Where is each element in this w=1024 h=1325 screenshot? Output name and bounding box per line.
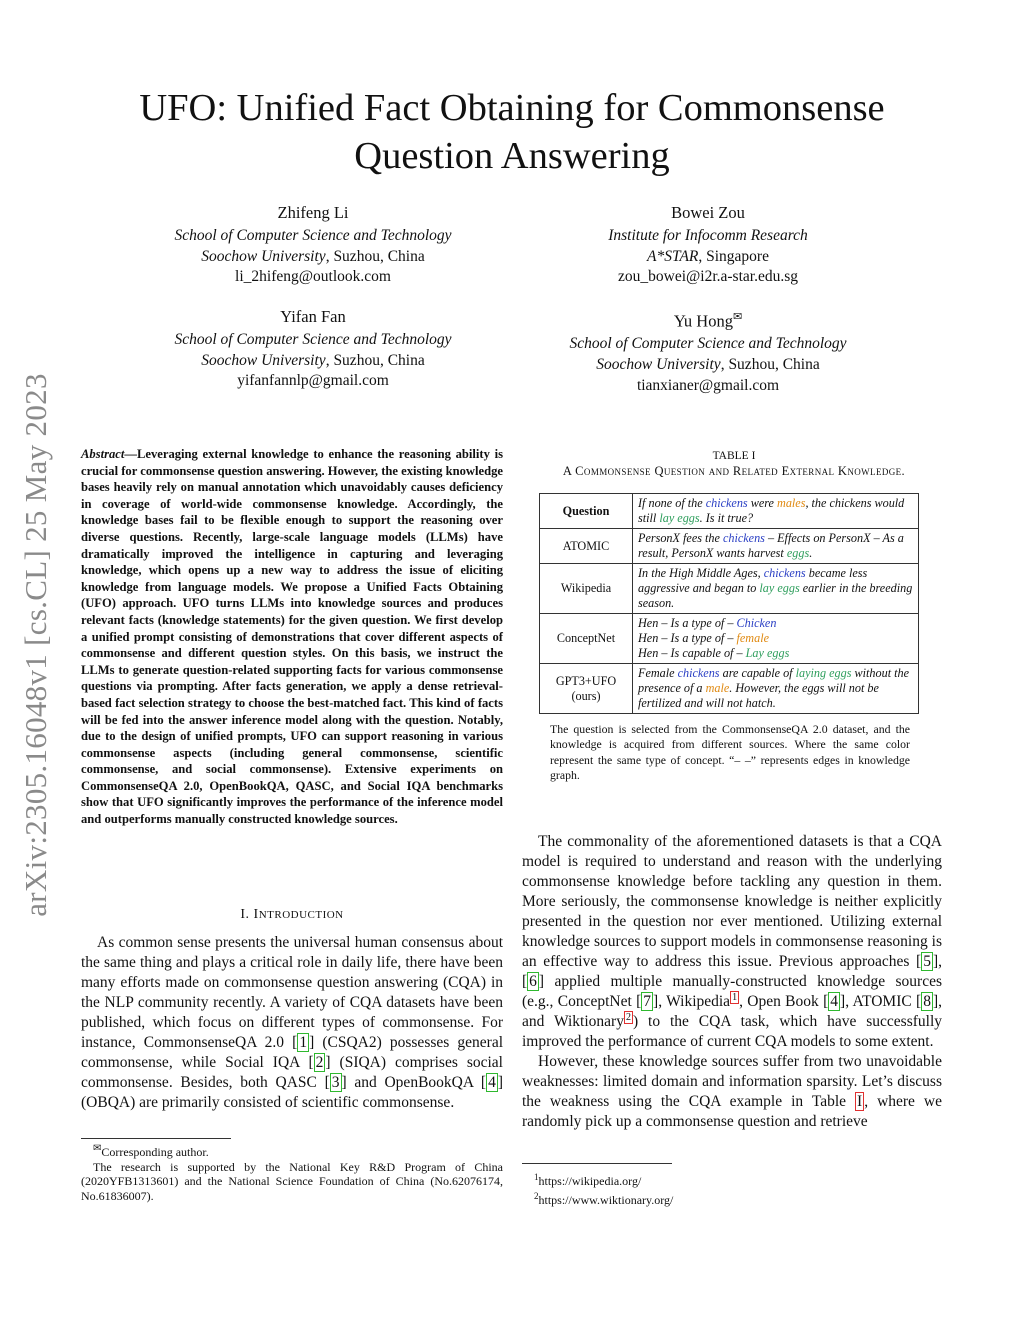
left-footnotes <box>81 1142 503 1203</box>
table-row <box>540 614 919 664</box>
envelope-icon: ✉ <box>732 311 743 323</box>
citation-link[interactable]: 4 <box>488 1074 496 1091</box>
footnote-rule <box>81 1138 231 1139</box>
table-label: TABLE I <box>712 450 756 462</box>
footnote-url[interactable]: https://wikipedia.org/ <box>538 1174 642 1188</box>
citation-link[interactable]: 8 <box>923 993 931 1010</box>
knowledge-cell: Hen – Is a type of – Chicken Hen – Is a type of – female Hen – Is capable of – Lay eggs <box>633 614 919 664</box>
footnote: $^2$https://www.wiktionary.org/ <box>534 1190 674 1207</box>
table-row <box>540 529 919 564</box>
author-block-3 <box>103 307 523 392</box>
author-email[interactable]: li_2hifeng@outlook.com <box>235 268 391 286</box>
paragraph: The commonality of the aforementioned datasets is that a CQA model is required to understand and reason with the underlying commonsense knowledge before tackling any question in them. More seriously, the commonsense knowledge is neither explicitly presented in the question nor ever mentioned. Utilizing external knowledge sources to support models in commonsense reasoning is an effective way to address this issue. Previous approaches [ 5 ], [ 6 ] applied multiple manually-constructed knowledge sources (e.g., ConceptNet [ 7 ], Wikipedia $^1$ , Open Book [ 4 ], ATOMIC [ 8 ], and Wiktionary $^2$ ) to the CQA task, which have successfully improved the performance of current CQA models to some extent. <box>522 833 942 1050</box>
paragraph: However, these knowledge sources suffer from two unavoidable weaknesses: limited domain and information sparsity. Let’s discuss the weakness using the CQA example in Table I , where we randomly pick up a commonsense question and retrieve <box>522 1053 942 1130</box>
table-link[interactable]: I <box>857 1093 863 1110</box>
author-institution: Soochow University, Suzhou, China <box>596 356 820 374</box>
source-label: Wikipedia <box>540 564 633 614</box>
author-block-1 <box>103 203 523 288</box>
arxiv-sidebar <box>6 345 66 945</box>
table-title: A Commonsense Question and Related External Knowledge. <box>562 464 906 478</box>
abstract-label: Abstract <box>81 447 125 461</box>
paper-title: UFO: Unified Fact Obtaining for Commonsense Question Answering <box>139 87 885 177</box>
knowledge-cell: PersonX fees the chickens – Effects on PersonX – As a result, PersonX wants harvest eggs. <box>633 529 919 564</box>
author-name: Yifan Fan <box>280 307 346 326</box>
knowledge-cell: Female chickens are capable of laying eggs without the presence of a male. However, the eggs will not be fertilized and will not hatch. <box>633 664 919 714</box>
footnote-rule <box>522 1163 672 1164</box>
corresponding-footnote: ✉Corresponding author. <box>93 1143 209 1159</box>
right-column-text <box>522 832 942 1132</box>
author-block-2 <box>498 203 918 288</box>
citation-link[interactable]: 4 <box>830 993 839 1010</box>
author-affiliation: Institute for Infocomm Research <box>608 226 808 244</box>
author-affiliation: School of Computer Science and Technology <box>174 330 452 348</box>
table-caption <box>520 449 948 479</box>
section-heading-introduction: I. INTRODUCTION <box>240 907 344 922</box>
author-institution: Soochow University, Suzhou, China <box>201 351 425 369</box>
citation-link[interactable]: 2 <box>315 1054 324 1071</box>
table-note: The question is selected from the CommonsenseQA 2.0 dataset, and the knowledge is acquired from different sources. Where the same color represent the same type of concept. “– –” represents edges in knowledge graph. <box>550 722 910 782</box>
citation-link[interactable]: 1 <box>299 1034 308 1051</box>
question-cell: If none of the chickens were males, the chickens would still lay eggs. Is it true? <box>633 494 919 529</box>
author-institution: Soochow University, Suzhou, China <box>201 247 425 265</box>
knowledge-cell: In the High Middle Ages, chickens became less aggressive and began to lay eggs earlier in the breeding season. <box>633 564 919 614</box>
abstract: Abstract—Leveraging external knowledge to enhance the reasoning ability is crucial for commonsense question answering. However, the existing knowledge bases heavily rely on manual annotation which unavoidably causes deficiency in coverage of world-wide commonsense knowledge. Accordingly, the knowledge bases fail to be flexible enough to support the reasoning over diverse questions. Recently, large-scale language models (LLMs) have dramatically improved the intelligence in capturing and leveraging knowledge, which opens up a new way to address the issue of eliciting knowledge from language models. We propose a Unified Facts Obtaining (UFO) approach. UFO turns LLMs into knowledge sources and produces relevant facts (knowledge statements) for the given question. We first develop a unified prompt consisting of demonstrations that cover different aspects of commonsense and different question styles. On this basis, we instruct the LLMs to generate question-related supporting facts for various commonsense questions via prompting. After facts generation, we apply a dense retrieval-based fact selection strategy to choose the best-matched fact. This kind of facts will be fed into the answer inference model along with the question. Notably, due to the design of unified prompts, UFO can support reasoning in various commonsense aspects (including general commonsense, scientific commonsense, and social commonsense). Extensive experiments on CommonsenseQA 2.0, OpenBookQA, QASC, and Social IQA benchmarks show that UFO significantly improves the performance of the inference model and outperforms manually constructed knowledge sources. <box>81 447 503 827</box>
abstract-text: Leveraging external knowledge to enhance the reasoning ability is crucial for commonsense question answering. However, the existing knowledge bases heavily rely on manual annotation which unavoidably causes deficiency in coverage of world-wide commonsense knowledge. Accordingly, the knowledge bases fail to be flexible enough to support the reasoning over diverse questions. Recently, large-scale language models (LLMs) have dramatically improved the intelligence in capturing and leveraging knowledge, which opens up a new way to address the issue of eliciting knowledge from language models. We propose a Unified Facts Obtaining (UFO) approach. UFO turns LLMs into knowledge sources and produces relevant facts (knowledge statements) for the given question. We first develop a unified prompt consisting of demonstrations that cover different aspects of commonsense and different question styles. On this basis, we instruct the LLMs to generate question-related supporting facts for various commonsense questions via prompting. After facts generation, we apply a dense retrieval-based fact selection strategy to choose the best-matched fact. This kind of facts will be fed into the answer inference model along with the question. Notably, due to the design of unified prompts, UFO can support reasoning in various commonsense aspects (including general commonsense, scientific commonsense, and social commonsense). Extensive experiments on CommonsenseQA 2.0, OpenBookQA, QASC, and Social IQA benchmarks show that UFO significantly improves the performance of the inference model and outperforms manually constructed knowledge sources. <box>81 447 503 827</box>
intro-paragraph: As common sense presents the universal human consensus about the same thing and plays a critical role in daily life, there have been many efforts made on commonsense question answering (CQA) in the NLP community recently. A variety of CQA datasets have been published, which focus on different types of commonsense. For instance, CommonsenseQA 2.0 [ 1 ] (CSQA2) possesses general commonsense, while Social IQA [ 2 ] (SIQA) comprises social commonsense. Besides, both QASC [ 3 ] and OpenBookQA [ 4 ] (OBQA) are primarily consisted of scientific commonsense. <box>81 934 504 1111</box>
source-label: GPT3+UFO (ours) <box>540 664 633 714</box>
citation-link[interactable]: 3 <box>331 1074 340 1091</box>
citation-link[interactable]: 7 <box>643 993 652 1010</box>
source-label: ATOMIC <box>540 529 633 564</box>
footnote-url[interactable]: https://www.wiktionary.org/ <box>538 1192 674 1207</box>
author-affiliation: School of Computer Science and Technology <box>569 335 847 353</box>
citation-link[interactable]: 5 <box>923 953 931 970</box>
author-institution: A*STAR, Singapore <box>647 247 769 265</box>
author-affiliation: School of Computer Science and Technology <box>174 226 452 244</box>
source-label: ConceptNet <box>540 614 633 664</box>
arxiv-identifier: arXiv:2305.16048v1 [cs.CL] 25 May 2023 <box>18 373 53 917</box>
author-block-4 <box>498 307 918 397</box>
footnote-link[interactable]: 1 <box>732 991 738 1003</box>
footnote: $^1$https://wikipedia.org/ <box>534 1172 642 1188</box>
citation-link[interactable]: 6 <box>529 973 537 990</box>
author-email[interactable]: yifanfannlp@gmail.com <box>237 372 389 390</box>
knowledge-table <box>539 493 919 714</box>
footnote-link[interactable]: 2 <box>625 1011 631 1023</box>
right-footnotes <box>534 1170 934 1207</box>
table-row <box>540 664 919 714</box>
funding-footnote: The research is supported by the National Key R&D Program of China (2020YFB1313601) and the National Science Foundation of China (No.62076174, No.61836007). <box>81 1159 503 1203</box>
author-name: Bowei Zou <box>671 203 745 222</box>
author-name: Yu Hong✉ <box>673 311 743 331</box>
author-name: Zhifeng Li <box>277 203 349 222</box>
table-row <box>540 564 919 614</box>
table-row <box>540 494 919 529</box>
author-email[interactable]: zou_bowei@i2r.a-star.edu.sg <box>618 268 798 286</box>
author-email[interactable]: tianxianer@gmail.com <box>636 376 780 394</box>
envelope-icon: ✉ <box>93 1143 102 1154</box>
question-header: Question <box>540 494 633 529</box>
